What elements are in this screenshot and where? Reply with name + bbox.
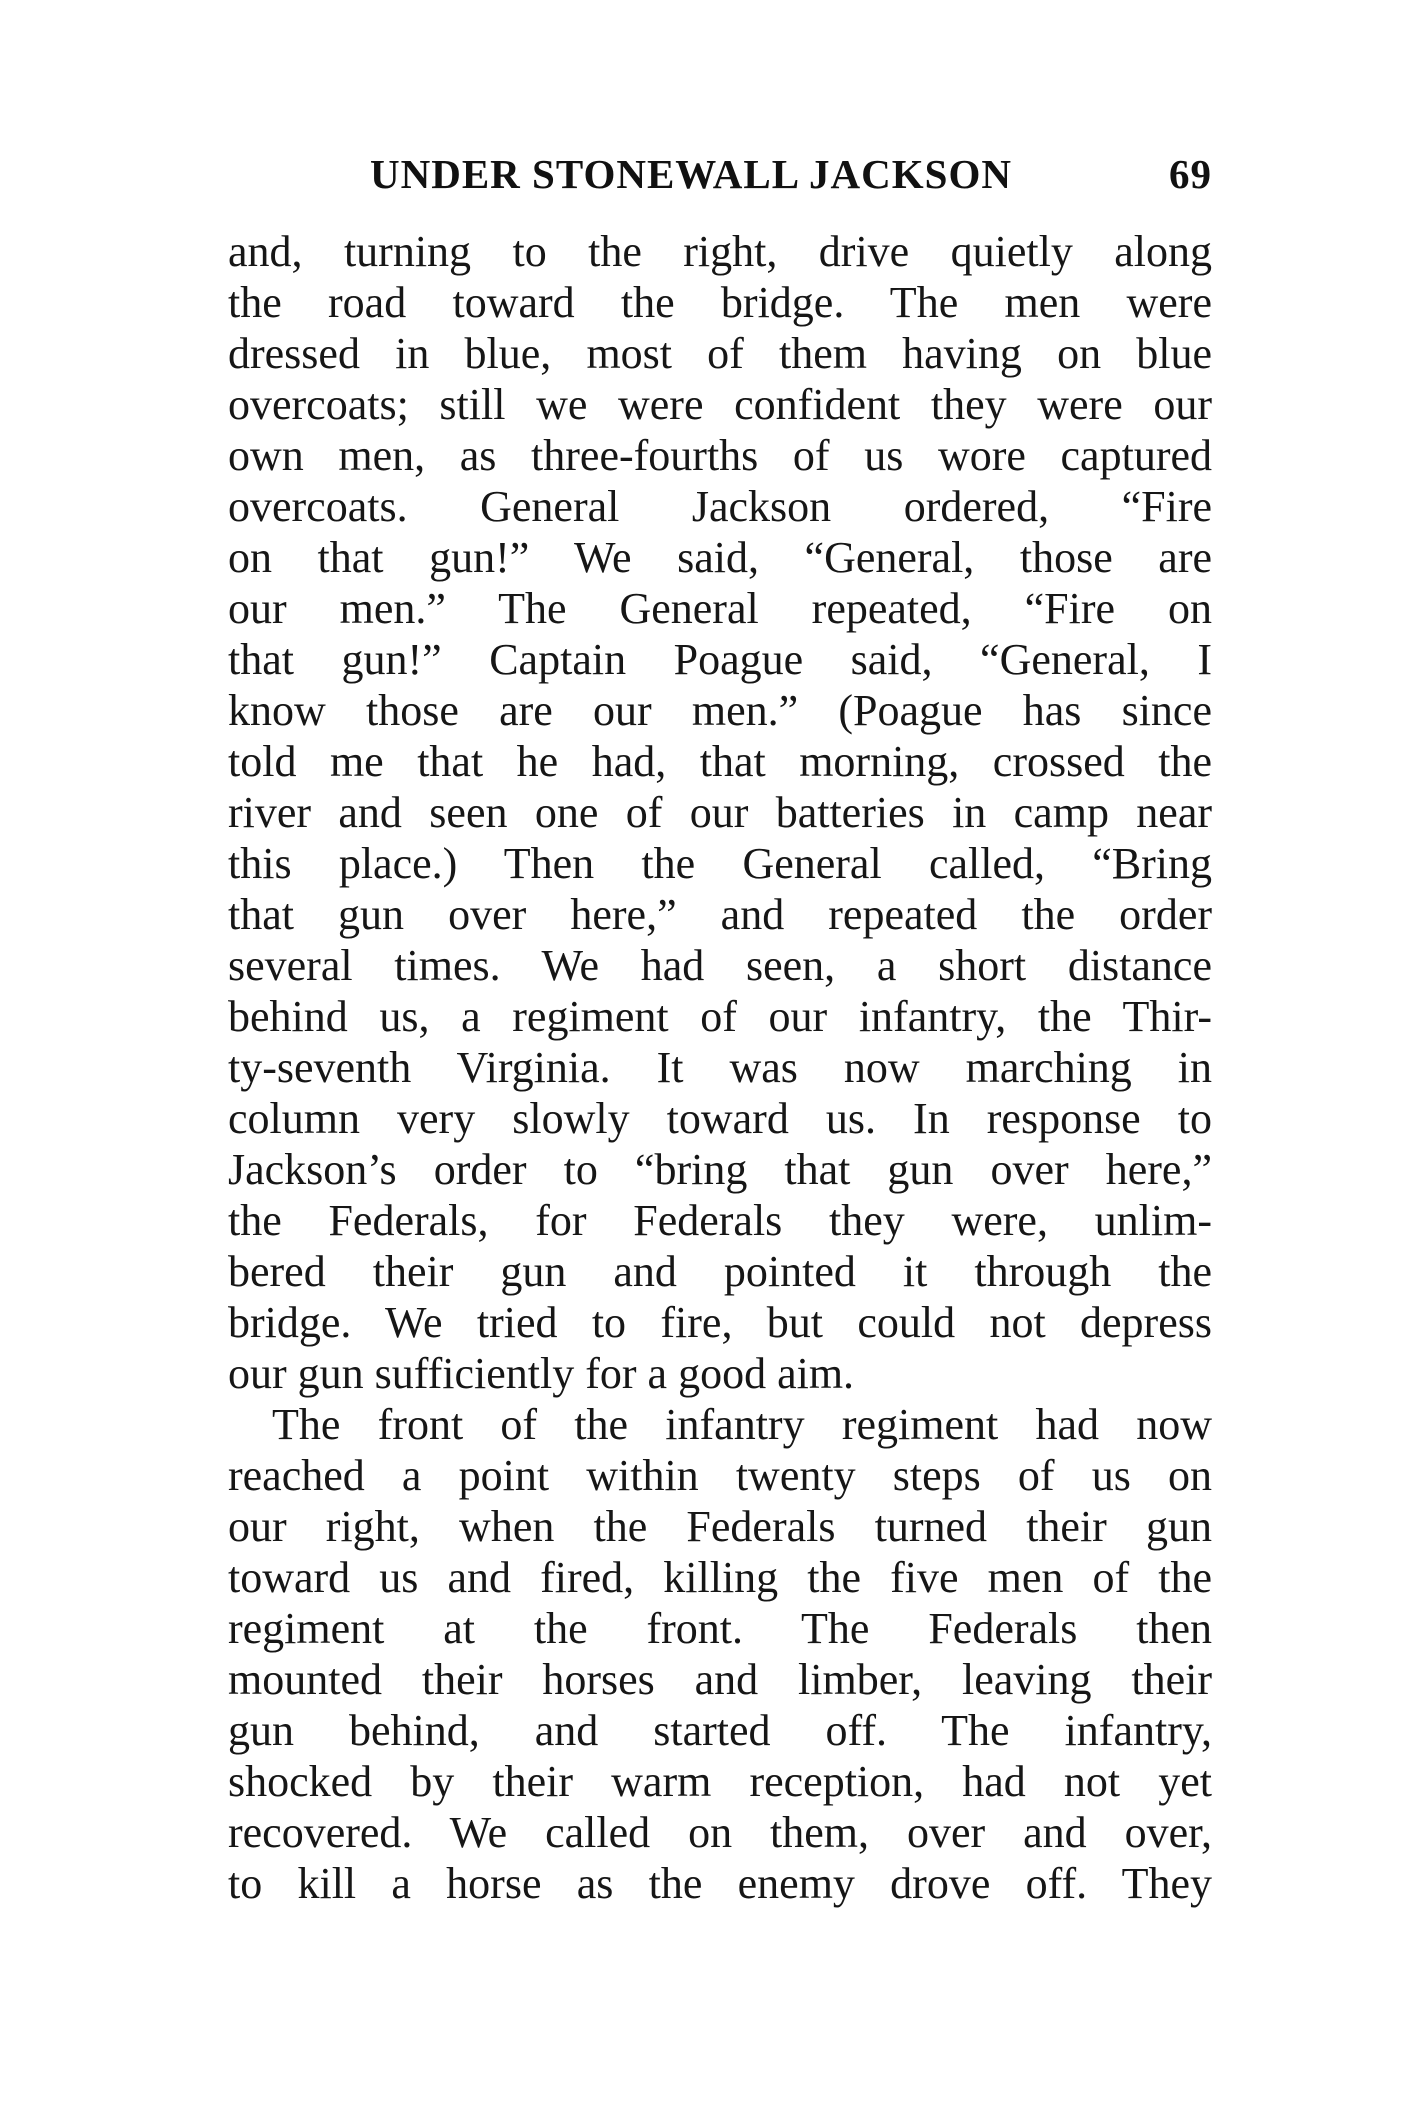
text-line: our right, when the Federals turned their gun	[228, 1502, 1212, 1551]
text-line: know those are our men.” (Poague has since	[228, 686, 1212, 735]
text-line: regiment at the front. The Federals then	[228, 1604, 1212, 1653]
text-line: our gun sufficiently for a good aim.	[228, 1349, 855, 1398]
running-head	[230, 150, 1212, 210]
text-line: overcoats; still we were confident they were our	[228, 380, 1212, 429]
text-line: gun behind, and started off. The infantry,	[228, 1706, 1212, 1755]
text-line: reached a point within twenty steps of us on	[228, 1451, 1212, 1500]
text-line: bridge. We tried to fire, but could not depress	[228, 1298, 1212, 1347]
text-line: several times. We had seen, a short distance	[228, 941, 1212, 990]
paragraph-1	[228, 226, 1212, 1399]
text-line: to kill a horse as the enemy drove off. They	[228, 1859, 1212, 1908]
text-line: own men, as three-fourths of us wore captured	[228, 431, 1212, 480]
running-title: UNDER STONEWALL JACKSON	[370, 151, 1012, 197]
text-line: ty-seventh Virginia. It was now marching in	[228, 1043, 1212, 1092]
text-line: the Federals, for Federals they were, unlim-	[228, 1196, 1212, 1245]
text-line: shocked by their warm reception, had not yet	[228, 1757, 1212, 1806]
body-text	[228, 226, 1212, 1909]
text-line: bered their gun and pointed it through the	[228, 1247, 1212, 1296]
text-line: that gun over here,” and repeated the order	[228, 890, 1212, 939]
text-line: toward us and fired, killing the five men of the	[228, 1553, 1212, 1602]
text-line: overcoats. General Jackson ordered, “Fire	[228, 482, 1212, 531]
paragraph-2	[228, 1399, 1212, 1909]
text-line: mounted their horses and limber, leaving their	[228, 1655, 1212, 1704]
text-line: told me that he had, that morning, crossed the	[228, 737, 1212, 786]
text-line: and, turning to the right, drive quietly along	[228, 227, 1212, 276]
text-line: the road toward the bridge. The men were	[228, 278, 1212, 327]
page-number: 69	[1169, 151, 1212, 197]
text-line: Jackson’s order to “bring that gun over here,”	[228, 1145, 1212, 1194]
text-line: dressed in blue, most of them having on blue	[228, 329, 1212, 378]
text-line: this place.) Then the General called, “Bring	[228, 839, 1212, 888]
text-line: that gun!” Captain Poague said, “General, I	[228, 635, 1212, 684]
text-line: The front of the infantry regiment had now	[272, 1400, 1212, 1449]
text-line: on that gun!” We said, “General, those are	[228, 533, 1212, 582]
text-line: river and seen one of our batteries in camp near	[228, 788, 1212, 837]
text-line: behind us, a regiment of our infantry, the Thir-	[228, 992, 1212, 1041]
text-line: column very slowly toward us. In response to	[228, 1094, 1212, 1143]
text-line: recovered. We called on them, over and over,	[228, 1808, 1212, 1857]
text-line: our men.” The General repeated, “Fire on	[228, 584, 1212, 633]
